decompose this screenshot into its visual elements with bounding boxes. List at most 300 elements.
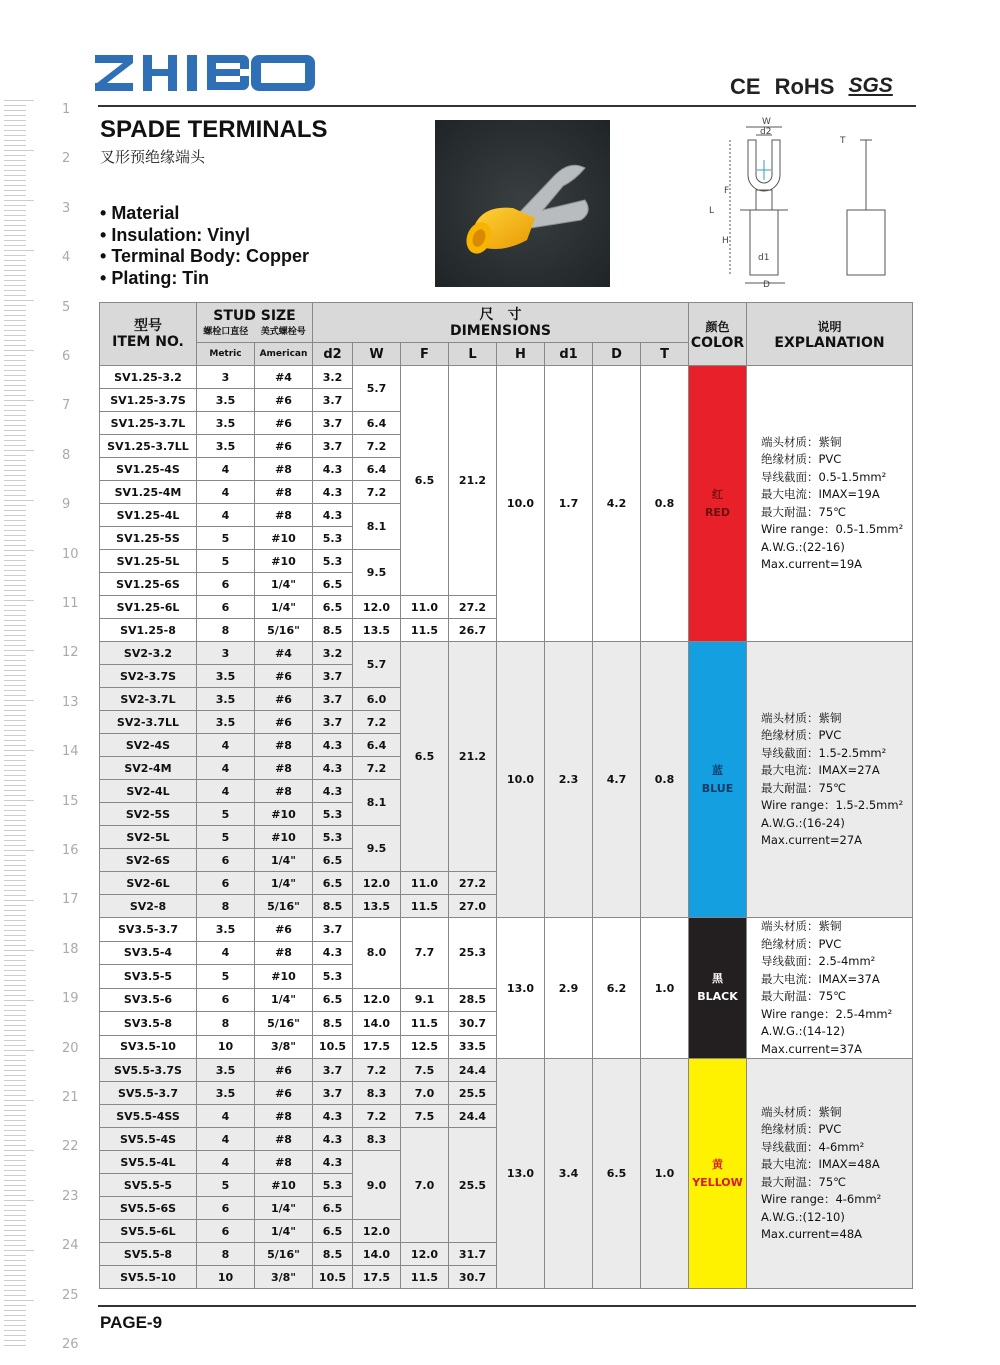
ruler-tick <box>4 585 26 586</box>
ruler-tick <box>4 1180 26 1181</box>
dim-d2: 3.7 <box>313 412 353 435</box>
explanation-line: 绝缘材质：PVC <box>761 1122 842 1136</box>
ruler-tick <box>4 245 26 246</box>
explanation-line: 最大电流：IMAX=27A <box>761 763 880 777</box>
item-number: SV2-6S <box>100 849 197 872</box>
product-photo <box>435 120 610 287</box>
ruler-tick <box>4 425 26 426</box>
ruler-tick <box>4 920 26 921</box>
stud-metric: 6 <box>197 573 255 596</box>
ruler-tick <box>4 130 26 131</box>
item-number: SV2-4L <box>100 780 197 803</box>
dim-d2: 4.3 <box>313 458 353 481</box>
dim-w: 6.0 <box>353 688 401 711</box>
ruler-tick <box>4 415 26 416</box>
ruler-tick <box>4 305 26 306</box>
ruler-tick <box>4 1325 26 1326</box>
dim-h: 13.0 <box>497 918 545 1059</box>
ruler-tick <box>4 550 34 551</box>
stud-metric: 3.5 <box>197 918 255 942</box>
ruler-tick <box>4 800 34 801</box>
ruler-tick <box>4 580 26 581</box>
ruler-tick <box>4 525 26 526</box>
dim-d2: 4.3 <box>313 481 353 504</box>
dim-f: 7.7 <box>401 918 449 989</box>
ruler-tick <box>4 850 34 851</box>
dim-f: 11.0 <box>401 596 449 619</box>
dim-w: 12.0 <box>353 596 401 619</box>
ruler-tick <box>4 840 26 841</box>
ruler-tick <box>4 240 26 241</box>
stud-american: #8 <box>255 780 313 803</box>
ruler-number: 16 <box>62 843 79 858</box>
ruler-tick <box>4 1310 26 1311</box>
dim-w: 9.0 <box>353 1151 401 1220</box>
ruler-tick <box>4 855 26 856</box>
ruler-tick <box>4 290 26 291</box>
dim-l: 31.7 <box>449 1243 497 1266</box>
dim-d2: 4.3 <box>313 780 353 803</box>
ruler-tick <box>4 1005 26 1006</box>
dim-w: 9.5 <box>353 550 401 596</box>
stud-metric: 4 <box>197 780 255 803</box>
ruler-tick <box>4 1190 26 1191</box>
stud-american: #6 <box>255 1082 313 1105</box>
ruler-tick <box>4 575 26 576</box>
item-number: SV2-3.7S <box>100 665 197 688</box>
ruler-tick <box>4 1195 26 1196</box>
explanation-line: 端头材质：紫铜 <box>761 710 842 725</box>
stud-american: #10 <box>255 826 313 849</box>
ruler-tick <box>4 545 26 546</box>
header-dim-l: L <box>449 343 497 366</box>
explanation-line: 导线截面：2.5-4mm² <box>761 954 876 968</box>
stud-metric: 3.5 <box>197 435 255 458</box>
ce-mark: CE <box>730 74 761 99</box>
item-number: SV2-4S <box>100 734 197 757</box>
ruler-tick <box>4 685 26 686</box>
stud-metric: 6 <box>197 872 255 895</box>
stud-metric: 5 <box>197 1174 255 1197</box>
ruler-number: 21 <box>62 1090 79 1105</box>
ruler-tick <box>4 410 26 411</box>
ruler-tick <box>4 475 26 476</box>
color-name-cn: 红 <box>712 487 723 501</box>
ruler-tick <box>4 1255 26 1256</box>
item-number: SV1.25-6L <box>100 596 197 619</box>
explanation-line: Max.current=37A <box>761 1041 863 1056</box>
ruler-tick <box>4 1220 26 1221</box>
dim-w: 7.2 <box>353 711 401 734</box>
ruler-tick <box>4 895 26 896</box>
ruler-tick <box>4 485 26 486</box>
dim-d2: 5.3 <box>313 826 353 849</box>
ruler-tick <box>4 215 26 216</box>
color-swatch <box>689 366 747 642</box>
ruler-tick <box>4 710 26 711</box>
dim-h: 10.0 <box>497 366 545 642</box>
ruler-tick <box>4 275 26 276</box>
item-number: SV3.5-10 <box>100 1035 197 1059</box>
dim-d2: 5.3 <box>313 527 353 550</box>
dim-f: 6.5 <box>401 642 449 872</box>
dim-f: 11.5 <box>401 1012 449 1036</box>
stud-metric: 6 <box>197 1220 255 1243</box>
dim-d1: 3.4 <box>545 1059 593 1289</box>
item-number: SV2-5L <box>100 826 197 849</box>
ruler-tick <box>4 530 26 531</box>
ruler-tick <box>4 635 26 636</box>
dim-d2: 3.7 <box>313 389 353 412</box>
dim-d2: 10.5 <box>313 1035 353 1059</box>
explanation-line: 端头材质：紫铜 <box>761 434 842 449</box>
ruler-tick <box>4 755 26 756</box>
stud-metric: 6 <box>197 1197 255 1220</box>
label-d1: d1 <box>758 253 770 263</box>
ruler-tick <box>4 1120 26 1121</box>
dim-d2: 4.3 <box>313 1128 353 1151</box>
spec-table <box>99 302 913 1289</box>
ruler-tick <box>4 495 26 496</box>
feature-list <box>100 203 309 289</box>
ruler-tick <box>4 770 26 771</box>
item-number: SV5.5-5 <box>100 1174 197 1197</box>
stud-american: #8 <box>255 504 313 527</box>
ruler-tick <box>4 1065 26 1066</box>
ruler-tick <box>4 365 26 366</box>
ruler-tick <box>4 880 26 881</box>
item-number: SV1.25-5L <box>100 550 197 573</box>
ruler-tick <box>4 1210 26 1211</box>
dim-w: 12.0 <box>353 872 401 895</box>
dim-f: 9.1 <box>401 988 449 1012</box>
stud-metric: 4 <box>197 757 255 780</box>
stud-american: #8 <box>255 481 313 504</box>
dim-h: 10.0 <box>497 642 545 918</box>
ruler-tick <box>4 870 26 871</box>
ruler-tick <box>4 830 26 831</box>
ruler-tick <box>4 1160 26 1161</box>
dim-l: 24.4 <box>449 1105 497 1128</box>
stud-metric: 6 <box>197 596 255 619</box>
ruler-tick <box>4 810 26 811</box>
ruler-number: 1 <box>62 102 71 117</box>
stud-metric: 4 <box>197 504 255 527</box>
ruler-tick <box>4 1240 26 1241</box>
dim-l: 30.7 <box>449 1266 497 1289</box>
ruler-tick <box>4 975 26 976</box>
item-number: SV5.5-3.7S <box>100 1059 197 1082</box>
ruler-tick <box>4 515 26 516</box>
stud-american: #6 <box>255 1059 313 1082</box>
dim-w: 7.2 <box>353 757 401 780</box>
explanation-line: Max.current=19A <box>761 557 863 571</box>
dim-l: 28.5 <box>449 988 497 1012</box>
ruler-tick <box>4 820 26 821</box>
page-subtitle: 叉形预绝缘端头 <box>100 148 206 166</box>
stud-metric: 5 <box>197 826 255 849</box>
ruler-tick <box>4 330 26 331</box>
explanation-line: 最大电流：IMAX=19A <box>761 487 880 501</box>
ruler-number: 18 <box>62 941 79 957</box>
ruler-number: 19 <box>62 991 79 1007</box>
stud-american: 3/8" <box>255 1266 313 1289</box>
ruler-tick <box>4 140 26 141</box>
explanation-cell <box>747 1059 913 1289</box>
dim-f: 11.0 <box>401 872 449 895</box>
ruler-tick <box>4 1025 26 1026</box>
dim-w: 12.0 <box>353 1220 401 1243</box>
item-number: SV2-6L <box>100 872 197 895</box>
item-number: SV1.25-3.2 <box>100 366 197 389</box>
item-number: SV2-8 <box>100 895 197 918</box>
ruler-tick <box>4 375 26 376</box>
stud-metric: 5 <box>197 965 255 989</box>
stud-metric: 3.5 <box>197 1059 255 1082</box>
explanation-line: Wire range：0.5-1.5mm² <box>761 522 904 536</box>
explanation-line: 最大耐温：75℃ <box>761 504 847 519</box>
ruler-tick <box>4 400 34 401</box>
ruler-tick <box>4 1035 26 1036</box>
ruler-tick <box>4 1100 34 1101</box>
ruler-tick <box>4 565 26 566</box>
stud-american: #6 <box>255 435 313 458</box>
feature-item: • Plating: Tin <box>100 268 309 290</box>
dim-f: 12.5 <box>401 1035 449 1059</box>
ruler-number: 24 <box>62 1238 79 1254</box>
ruler-tick <box>4 1230 26 1231</box>
dim-w: 8.0 <box>353 918 401 989</box>
stud-american: #8 <box>255 734 313 757</box>
ruler-tick <box>4 740 26 741</box>
ruler-tick <box>4 715 26 716</box>
ruler-tick <box>4 480 26 481</box>
ruler-tick <box>4 745 26 746</box>
item-number: SV2-4M <box>100 757 197 780</box>
stud-american: 5/16" <box>255 619 313 642</box>
explanation-cell <box>747 642 913 918</box>
ruler-tick <box>4 590 26 591</box>
header-metric: Metric <box>197 343 255 366</box>
ruler-tick <box>4 560 26 561</box>
dim-d: 6.5 <box>593 1059 641 1289</box>
ruler-tick <box>4 1050 34 1051</box>
label-t: T <box>840 136 846 146</box>
stud-american: 5/16" <box>255 1243 313 1266</box>
ruler-tick <box>4 335 26 336</box>
explanation-line: 导线截面：4-6mm² <box>761 1139 865 1154</box>
item-number: SV1.25-4S <box>100 458 197 481</box>
ruler-number: 26 <box>62 1337 79 1352</box>
page-number: PAGE-9 <box>100 1313 163 1332</box>
stud-metric: 3.5 <box>197 1082 255 1105</box>
ruler-tick <box>4 825 26 826</box>
ruler-tick <box>4 645 26 646</box>
label-w: W <box>762 117 771 127</box>
stud-american: 1/4" <box>255 1220 313 1243</box>
header-dim-w: W <box>353 343 401 366</box>
dim-d2: 6.5 <box>313 849 353 872</box>
ruler-tick <box>4 600 34 601</box>
ruler-tick <box>4 115 26 116</box>
ruler-tick <box>4 265 26 266</box>
ruler-tick <box>4 605 26 606</box>
ruler-tick <box>4 675 26 676</box>
dim-t: 0.8 <box>641 366 689 642</box>
header-dim-d1: d1 <box>545 343 593 366</box>
stud-metric: 3.5 <box>197 688 255 711</box>
ruler-tick <box>4 900 34 901</box>
dim-l: 25.3 <box>449 918 497 989</box>
ruler-tick <box>4 1275 26 1276</box>
stud-metric: 4 <box>197 1128 255 1151</box>
stud-american: #8 <box>255 1151 313 1174</box>
stud-metric: 3.5 <box>197 711 255 734</box>
ruler-number: 8 <box>62 447 71 463</box>
ruler-tick <box>4 700 34 701</box>
item-number: SV5.5-4SS <box>100 1105 197 1128</box>
stud-metric: 4 <box>197 458 255 481</box>
header-american: American <box>255 343 313 366</box>
ruler-tick <box>4 730 26 731</box>
dim-d2: 6.5 <box>313 1220 353 1243</box>
table-row <box>100 642 913 665</box>
explanation-cell <box>747 918 913 1059</box>
ruler-tick <box>4 885 26 886</box>
ruler-tick <box>4 570 26 571</box>
ruler-tick <box>4 615 26 616</box>
dim-d2: 3.2 <box>313 642 353 665</box>
stud-american: 5/16" <box>255 1012 313 1036</box>
ruler-tick <box>4 1225 26 1226</box>
ruler-tick <box>4 1080 26 1081</box>
stud-metric: 8 <box>197 619 255 642</box>
dim-d: 4.2 <box>593 366 641 642</box>
label-d: D <box>763 280 770 290</box>
stud-american: #10 <box>255 803 313 826</box>
ruler-tick <box>4 210 26 211</box>
dim-f: 12.0 <box>401 1243 449 1266</box>
ruler-tick <box>4 430 26 431</box>
ruler-number: 14 <box>62 744 79 760</box>
ruler-tick <box>4 670 26 671</box>
ruler-tick <box>4 165 26 166</box>
ruler-tick <box>4 1040 26 1041</box>
table-row <box>100 366 913 389</box>
ruler-number: 20 <box>62 1040 79 1056</box>
dim-w: 13.5 <box>353 895 401 918</box>
explanation-line: A.W.G.:(16-24) <box>761 815 845 830</box>
item-number: SV1.25-3.7LL <box>100 435 197 458</box>
stud-american: 3/8" <box>255 1035 313 1059</box>
ruler-tick <box>4 125 26 126</box>
stud-american: #4 <box>255 366 313 389</box>
dim-d: 6.2 <box>593 918 641 1059</box>
ruler-tick <box>4 665 26 666</box>
ruler-tick <box>4 1185 26 1186</box>
ruler-tick <box>4 405 26 406</box>
stud-american: #10 <box>255 550 313 573</box>
stud-american: #10 <box>255 527 313 550</box>
ruler-tick <box>4 440 26 441</box>
ruler-number: 22 <box>62 1139 79 1155</box>
explanation-line: Max.current=48A <box>761 1227 863 1241</box>
header-dim-d: D <box>593 343 641 366</box>
ruler-tick <box>4 1000 34 1001</box>
item-number: SV2-3.7LL <box>100 711 197 734</box>
dim-d2: 4.3 <box>313 941 353 965</box>
dim-l: 24.4 <box>449 1059 497 1082</box>
table-row <box>100 1059 913 1082</box>
ruler-tick <box>4 1315 26 1316</box>
ruler-tick <box>4 1170 26 1171</box>
label-l: L <box>709 206 715 216</box>
ruler-tick <box>4 1280 26 1281</box>
stud-metric: 5 <box>197 803 255 826</box>
ruler-tick <box>4 355 26 356</box>
item-number: SV1.25-4L <box>100 504 197 527</box>
item-number: SV1.25-8 <box>100 619 197 642</box>
stud-metric: 8 <box>197 895 255 918</box>
ruler-tick <box>4 1115 26 1116</box>
ruler-tick <box>4 145 26 146</box>
ruler-tick <box>4 1260 26 1261</box>
ruler-tick <box>4 1075 26 1076</box>
ruler-tick <box>4 105 26 106</box>
ruler-tick <box>4 1235 26 1236</box>
ruler-tick <box>4 180 26 181</box>
ruler-tick <box>4 230 26 231</box>
ruler-tick <box>4 205 26 206</box>
dim-d1: 1.7 <box>545 366 593 642</box>
ruler-tick <box>4 750 34 751</box>
dim-f: 11.5 <box>401 895 449 918</box>
item-number: SV3.5-8 <box>100 1012 197 1036</box>
ruler-tick <box>4 1090 26 1091</box>
ruler-tick <box>4 805 26 806</box>
ruler-tick <box>4 1250 34 1251</box>
ruler-tick <box>4 1045 26 1046</box>
ruler-tick <box>4 930 26 931</box>
dim-w: 7.2 <box>353 435 401 458</box>
ruler-tick <box>4 780 26 781</box>
ruler-tick <box>4 760 26 761</box>
dim-l: 21.2 <box>449 366 497 596</box>
explanation-cell <box>747 366 913 642</box>
ruler-tick <box>4 310 26 311</box>
color-name-en: BLUE <box>701 781 734 795</box>
color-swatch <box>689 1059 747 1289</box>
ruler-tick <box>4 960 26 961</box>
ruler-tick <box>4 1215 26 1216</box>
ruler-tick <box>4 190 26 191</box>
ruler-number: 23 <box>62 1188 79 1204</box>
page-ruler <box>0 100 36 1355</box>
ruler-tick <box>4 1265 26 1266</box>
dim-d2: 3.7 <box>313 711 353 734</box>
dimension-drawing <box>700 115 900 295</box>
header-stud-size: STUD SIZE 螺栓口直径 美式螺栓号 <box>197 303 313 343</box>
ruler-tick <box>4 945 26 946</box>
explanation-line: Wire range：4-6mm² <box>761 1192 882 1206</box>
ruler-tick <box>4 1010 26 1011</box>
dim-d2: 4.3 <box>313 1151 353 1174</box>
item-number: SV5.5-4S <box>100 1128 197 1151</box>
stud-american: #6 <box>255 688 313 711</box>
explanation-line: 端头材质：紫铜 <box>761 1104 842 1119</box>
explanation-line: 绝缘材质：PVC <box>761 936 842 951</box>
explanation-line: 最大耐温：75℃ <box>761 989 847 1003</box>
